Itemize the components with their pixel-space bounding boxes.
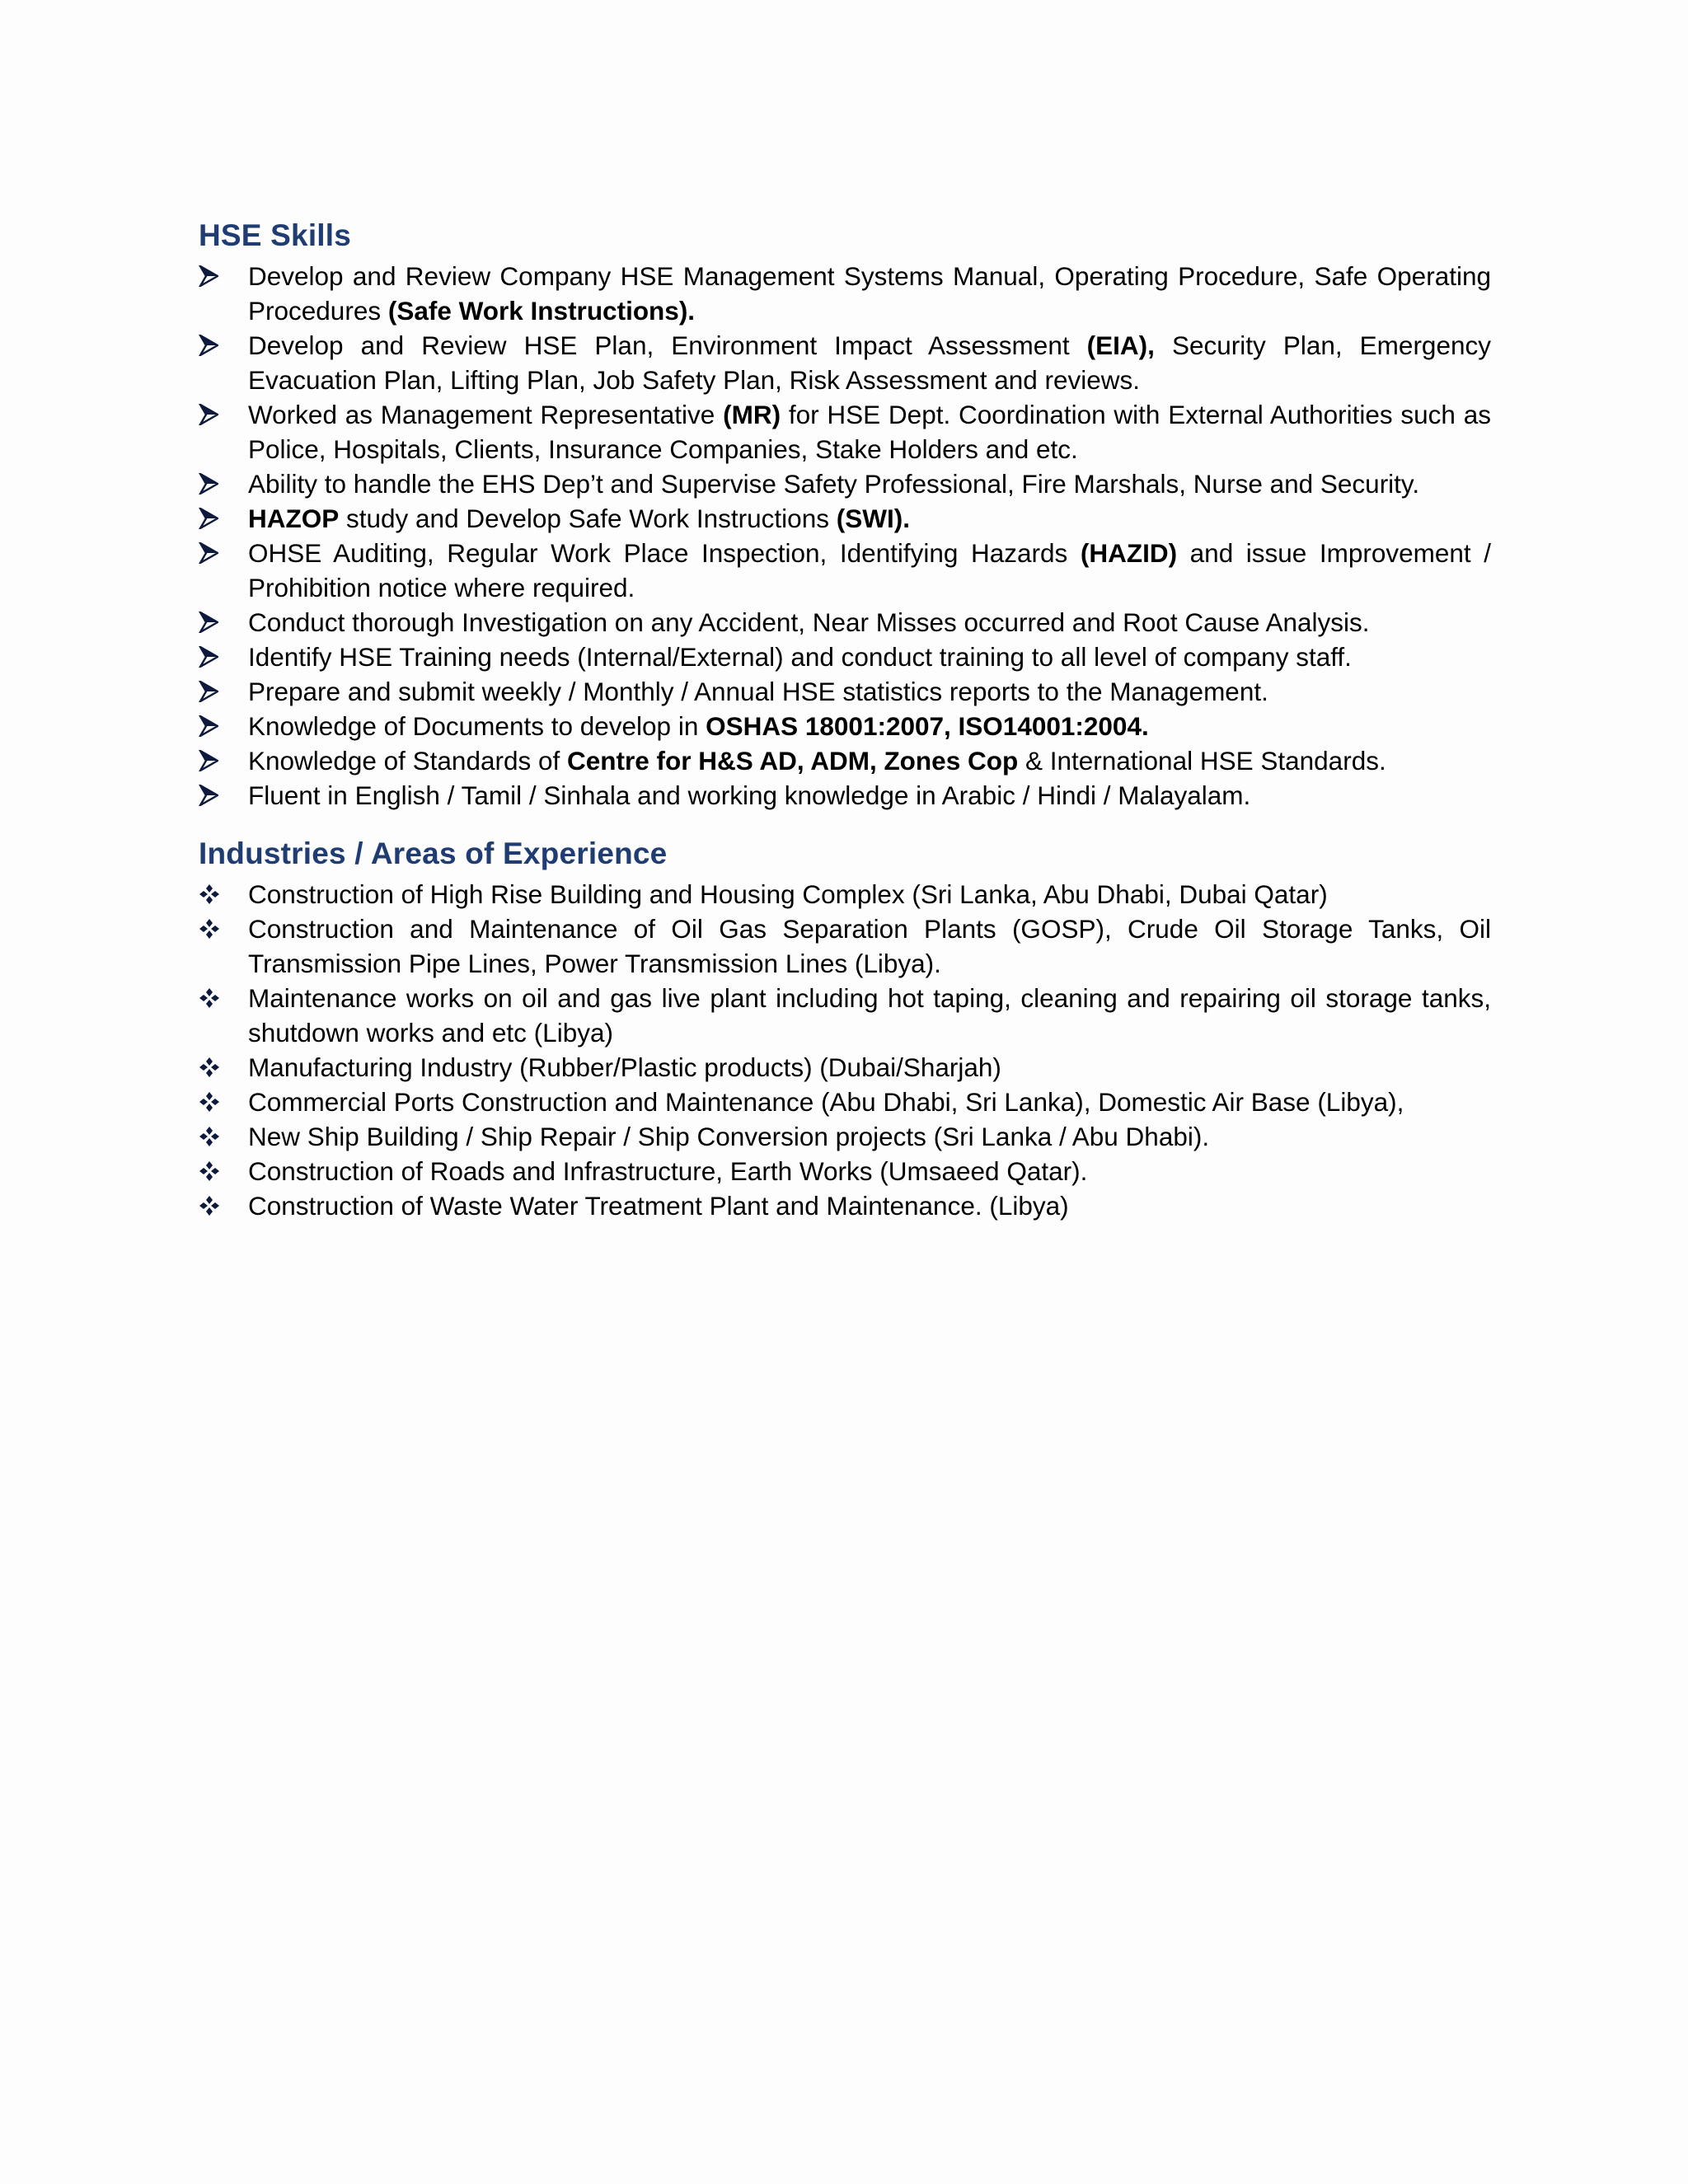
industry-item: [199, 1119, 1491, 1154]
item-text: Prepare and submit weekly / Monthly / Annual HSE statistics reports to the Management.: [248, 677, 1268, 706]
arrowhead-bullet-icon: [199, 466, 228, 501]
diamond-four-bullet-icon: [199, 981, 228, 1015]
item-text: Knowledge of Standards of: [248, 746, 568, 776]
industry-item: [199, 1050, 1491, 1085]
industry-item: [199, 1154, 1491, 1188]
industry-item: [199, 877, 1491, 912]
hse-skill-item: [199, 674, 1491, 709]
item-text: study and Develop Safe Work Instructions: [339, 504, 837, 533]
diamond-four-bullet-icon: [199, 1050, 228, 1085]
arrowhead-bullet-icon: [199, 778, 228, 813]
hse-skill-item: [199, 466, 1491, 501]
item-text: Identify HSE Training needs (Internal/External) and conduct training to all level of company staff.: [248, 642, 1352, 672]
bold-text: (MR): [723, 400, 781, 429]
item-text: Fluent in English / Tamil / Sinhala and working knowledge in Arabic / Hindi / Malayalam.: [248, 780, 1251, 810]
item-text: Construction of High Rise Building and Housing Complex (Sri Lanka, Abu Dhabi, Dubai Qatar): [248, 879, 1328, 909]
diamond-four-bullet-icon: [199, 877, 228, 912]
item-text: Maintenance works on oil and gas live plant including hot taping, cleaning and repairing oil storage tanks, shutdown works and etc (Libya): [248, 983, 1491, 1047]
arrowhead-bullet-icon: [199, 605, 228, 640]
arrowhead-bullet-icon: [199, 259, 228, 293]
hse-skill-item: [199, 501, 1491, 536]
hse-skill-item: [199, 605, 1491, 640]
item-text: Knowledge of Documents to develop in: [248, 711, 706, 741]
hse-skill-item: [199, 397, 1491, 466]
item-text: and issue Improvement / Prohibition notice where required.: [248, 538, 1491, 602]
item-text: Develop and Review HSE Plan, Environment Impact Assessment: [248, 330, 1087, 360]
item-text: Conduct thorough Investigation on any Accident, Near Misses occurred and Root Cause Analysis.: [248, 607, 1370, 637]
diamond-four-bullet-icon: [199, 1119, 228, 1154]
bold-text: Centre for H&S AD, ADM, Zones Cop: [567, 746, 1019, 776]
item-text: Security Plan, Emergency Evacuation Plan, Lifting Plan, Job Safety Plan, Risk Assessment and reviews.: [248, 330, 1491, 395]
industry-item: [199, 1085, 1491, 1119]
bold-text: (EIA),: [1086, 330, 1155, 360]
arrowhead-bullet-icon: [199, 674, 228, 709]
arrowhead-bullet-icon: [199, 501, 228, 536]
hse-skill-item: [199, 743, 1491, 778]
diamond-four-bullet-icon: [199, 912, 228, 946]
item-text: Construction of Roads and Infrastructure, Earth Works (Umsaeed Qatar).: [248, 1156, 1088, 1186]
bold-text: HAZOP: [248, 504, 340, 533]
arrowhead-bullet-icon: [199, 640, 228, 674]
industries-list: [199, 877, 1491, 1223]
hse-skill-item: [199, 259, 1491, 328]
diamond-four-bullet-icon: [199, 1154, 228, 1188]
item-text: New Ship Building / Ship Repair / Ship Conversion projects (Sri Lanka / Abu Dhabi).: [248, 1122, 1210, 1151]
item-text: Commercial Ports Construction and Maintenance (Abu Dhabi, Sri Lanka), Domestic Air Base (Libya),: [248, 1087, 1404, 1117]
item-text: Manufacturing Industry (Rubber/Plastic products) (Dubai/Sharjah): [248, 1052, 1001, 1082]
resume-page: [199, 213, 1491, 1223]
bold-text: (Safe Work Instructions).: [387, 296, 696, 326]
item-text: Construction of Waste Water Treatment Plant and Maintenance. (Libya): [248, 1191, 1069, 1221]
arrowhead-bullet-icon: [199, 536, 228, 570]
hse-skills-heading: HSE Skills: [199, 218, 352, 252]
bold-text: OSHAS 18001:2007, ISO14001:2004.: [706, 711, 1149, 741]
bold-text: (SWI).: [836, 504, 910, 533]
diamond-four-bullet-icon: [199, 1188, 228, 1223]
industry-item: [199, 912, 1491, 981]
bold-text: (HAZID): [1080, 538, 1178, 568]
item-text: Ability to handle the EHS Dep’t and Supervise Safety Professional, Fire Marshals, Nurse and Security.: [248, 469, 1420, 499]
arrowhead-bullet-icon: [199, 328, 228, 363]
item-text: for HSE Dept. Coordination with External Authorities such as Police, Hospitals, Clients, Insurance Companies, Stake Holders and etc.: [248, 400, 1492, 464]
diamond-four-bullet-icon: [199, 1085, 228, 1119]
hse-skill-item: [199, 778, 1491, 813]
arrowhead-bullet-icon: [199, 743, 228, 778]
arrowhead-bullet-icon: [199, 709, 228, 743]
hse-skill-item: [199, 709, 1491, 743]
hse-skill-item: [199, 536, 1491, 605]
industries-heading: Industries / Areas of Experience: [199, 837, 668, 870]
item-text: Construction and Maintenance of Oil Gas Separation Plants (GOSP), Crude Oil Storage Tanks, Oil Transmission Pipe Lines, Power Transmission Lines (Libya).: [248, 914, 1491, 978]
item-text: Develop and Review Company HSE Management Systems Manual, Operating Procedure, Safe Operating Procedures: [248, 261, 1491, 326]
hse-skill-item: [199, 328, 1491, 397]
item-text: & International HSE Standards.: [1018, 746, 1386, 776]
hse-skills-list: [199, 259, 1491, 813]
industry-item: [199, 981, 1491, 1050]
hse-skill-item: [199, 640, 1491, 674]
industry-item: [199, 1188, 1491, 1223]
arrowhead-bullet-icon: [199, 397, 228, 432]
item-text: Worked as Management Representative: [248, 400, 724, 429]
item-text: OHSE Auditing, Regular Work Place Inspection, Identifying Hazards: [248, 538, 1081, 568]
